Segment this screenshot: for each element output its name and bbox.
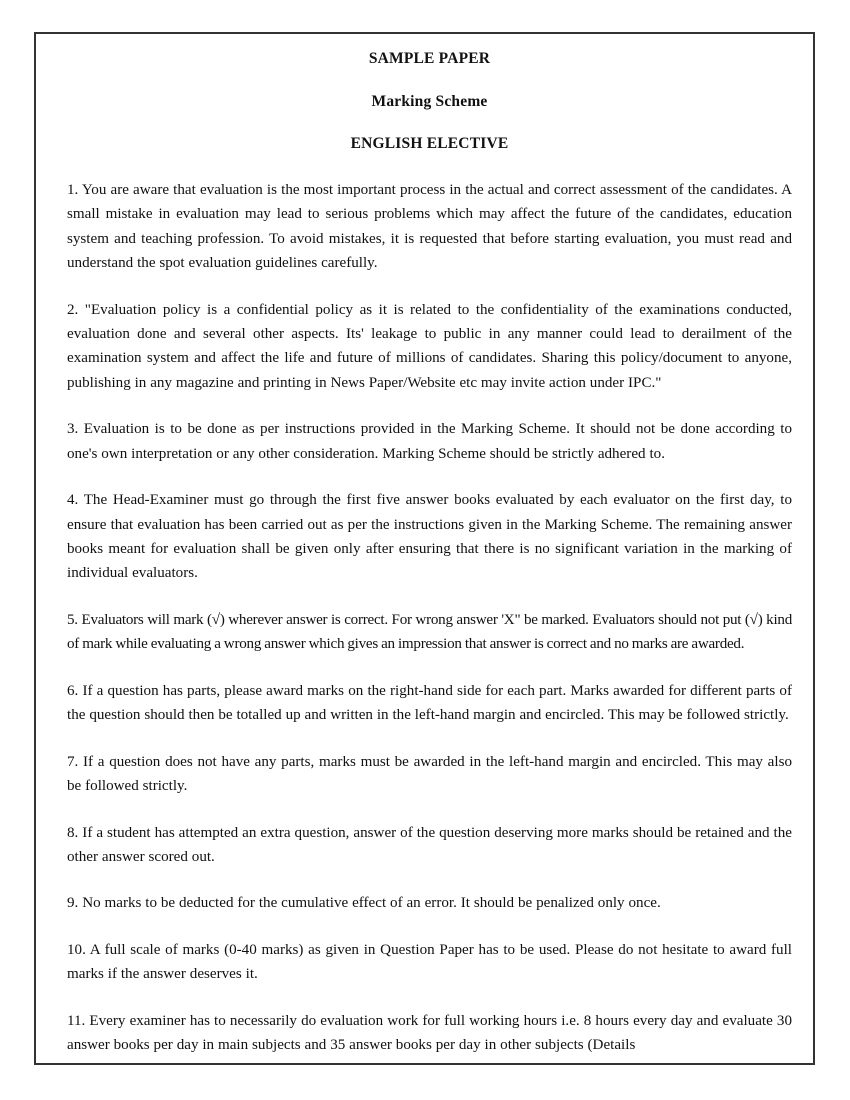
instruction-item: 3. Evaluation is to be done as per instructions provided in the Marking Scheme. It should not be done according to one's own interpretation or any other consideration. Marking Scheme should be strictly adhered to. [67,421,792,462]
instruction-item: 4. The Head-Examiner must go through the first five answer books evaluated by each evaluator on the first day, to ensure that evaluation has been carried out as per the instructions given in the Marking Scheme. The remaining answer books meant for evaluation shall be given only after ensuring that there is no significant variation in the marking of individual evaluators. [67,492,792,582]
instruction-item: 1. You are aware that evaluation is the most important process in the actual and correct assessment of the candidates. A small mistake in evaluation may lead to serious problems which may affect the future of the candidates, education system and teaching profession. To avoid mistakes, it is requested that before starting evaluation, you must read and understand the spot evaluation guidelines carefully. [67,181,792,272]
document-subject: ENGLISH ELECTIVE [350,135,509,153]
instruction-item: 8. If a student has attempted an extra question, answer of the question deserving more marks should be retained and the other answer scored out. [67,824,792,865]
document-body [67,40,792,1073]
instruction-item: 5. Evaluators will mark (√) wherever answer is correct. For wrong answer 'X" be marked. Evaluators should not put (√) kind of mark while evaluating a wrong answer which gives an impression that answer is correct and no marks are awarded. [67,611,792,653]
document-subtitle: Marking Scheme [371,92,488,110]
instruction-item: 10. A full scale of marks (0-40 marks) as given in Question Paper has to be used. Please do not hesitate to award full marks if the answer deserves it. [67,941,792,983]
instruction-item: 6. If a question has parts, please award marks on the right-hand side for each part. Marks awarded for different parts of the question should then be totalled up and written in the left-hand margin and encircled. This may be followed strictly. [67,682,792,724]
page-border-frame [34,32,815,1065]
instruction-item: 11. Every examiner has to necessarily do evaluation work for full working hours i.e. 8 hours every day and evaluate 30 answer books per day in main subjects and 35 answer books per day in other subjects (Details [67,1012,792,1054]
instruction-list [67,178,792,1058]
instruction-item: 2. "Evaluation policy is a confidential policy as it is related to the confidentiality of the examinations conducted, evaluation done and several other aspects. Its' leakage to public in any manner could lead to derailment of the examination system and affect the life and future of millions of candidates. Sharing this policy/document to anyone, publishing in any magazine and printing in News Paper/Website etc may invite action under IPC." [67,301,792,391]
page-title: SAMPLE PAPER [368,50,491,67]
instruction-item: 7. If a question does not have any parts, marks must be awarded in the left-hand margin and encircled. This may also be followed strictly. [67,753,792,795]
instruction-item: 9. No marks to be deducted for the cumulative effect of an error. It should be penalized only once. [67,895,661,912]
